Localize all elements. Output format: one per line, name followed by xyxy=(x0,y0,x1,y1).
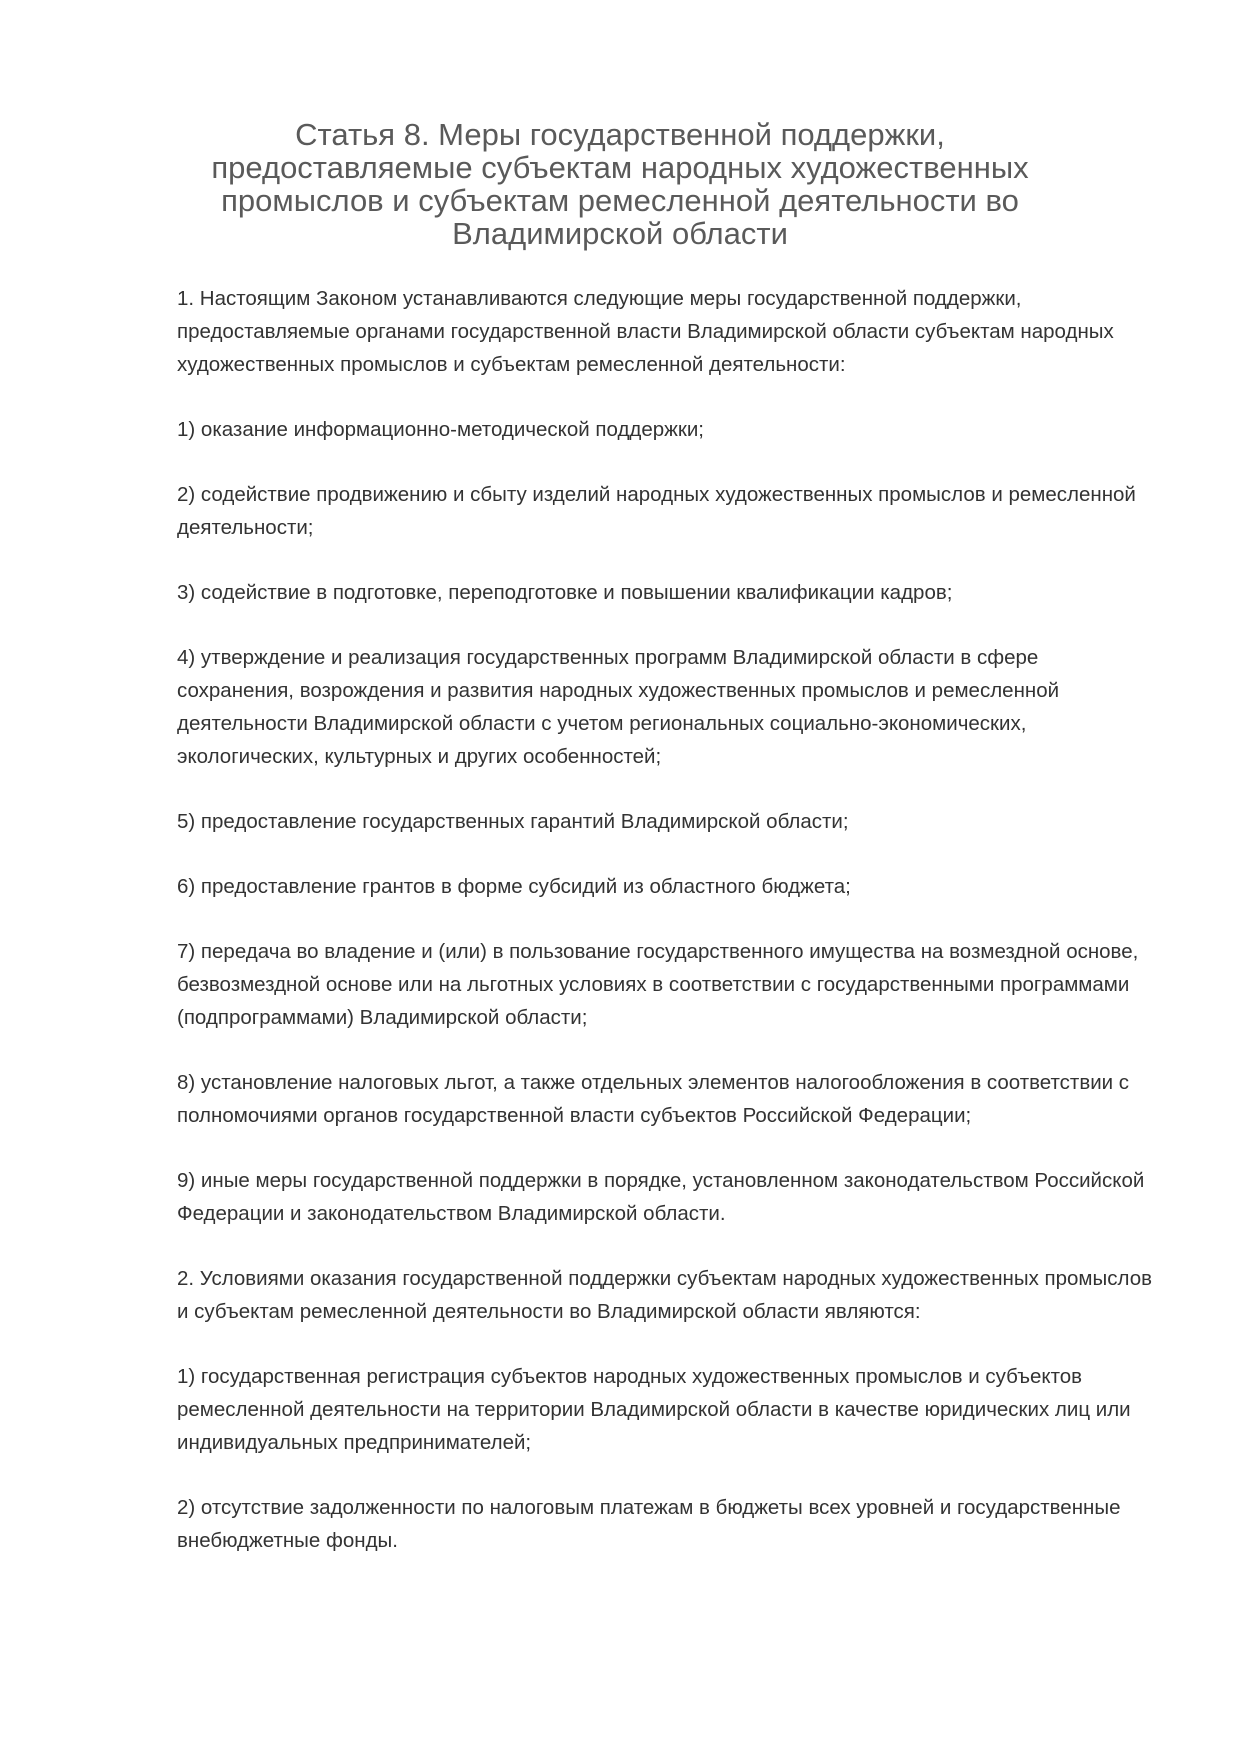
paragraph-1-item-1: 1) оказание информационно-методической поддержки; xyxy=(177,418,705,441)
paragraph-2: 2. Условиями оказания государственной поддержки субъектам народных художественных промыслов и субъектам ремесленной деятельности во Владимирской области являются: xyxy=(177,1267,1152,1323)
paragraph-1-item-7: 7) передача во владение и (или) в пользование государственного имущества на возмездной основе, безвозмездной основе или на льготных условиях в соответствии с государственными программами (подпрограммами) Владимирской области; xyxy=(177,940,1139,1029)
paragraph-1-item-4: 4) утверждение и реализация государственных программ Владимирской области в сфере сохранения, возрождения и развития народных художественных промыслов и ремесленной деятельности Владимирской области с учетом региональных социально-экономических, экологических, культурных и других особенностей; xyxy=(177,646,1060,768)
paragraph-1: 1. Настоящим Законом устанавливаются следующие меры государственной поддержки, предоставляемые органами государственной власти Владимирской области субъектам народных художественных промыслов и субъектам ремесленной деятельности: xyxy=(177,287,1114,376)
paragraph-1-item-2: 2) содействие продвижению и сбыту изделий народных художественных промыслов и ремесленной деятельности; xyxy=(177,483,1136,539)
paragraph-1-item-6: 6) предоставление грантов в форме субсидий из областного бюджета; xyxy=(177,875,851,898)
paragraph-1-item-5: 5) предоставление государственных гарантий Владимирской области; xyxy=(177,810,849,833)
paragraph-1-item-3: 3) содействие в подготовке, переподготовке и повышении квалификации кадров; xyxy=(177,581,953,604)
article-body xyxy=(177,282,1157,1557)
article-title: Статья 8. Меры государственной поддержки, предоставляемые субъектам народных художественных промыслов и субъектам ремесленной деятельности во Владимирской области xyxy=(211,117,1029,251)
paragraph-2-item-1: 1) государственная регистрация субъектов народных художественных промыслов и субъектов ремесленной деятельности на территории Владимирской области в качестве юридических лиц или индивидуальных предпринимателей; xyxy=(177,1365,1131,1454)
paragraph-2-item-2: 2) отсутствие задолженности по налоговым платежам в бюджеты всех уровней и государственные внебюджетные фонды. xyxy=(177,1496,1121,1552)
paragraph-1-item-8: 8) установление налоговых льгот, а также отдельных элементов налогообложения в соответствии с полномочиями органов государственной власти субъектов Российской Федерации; xyxy=(177,1071,1130,1127)
paragraph-1-item-9: 9) иные меры государственной поддержки в порядке, установленном законодательством Российской Федерации и законодательством Владимирской области. xyxy=(177,1169,1145,1225)
